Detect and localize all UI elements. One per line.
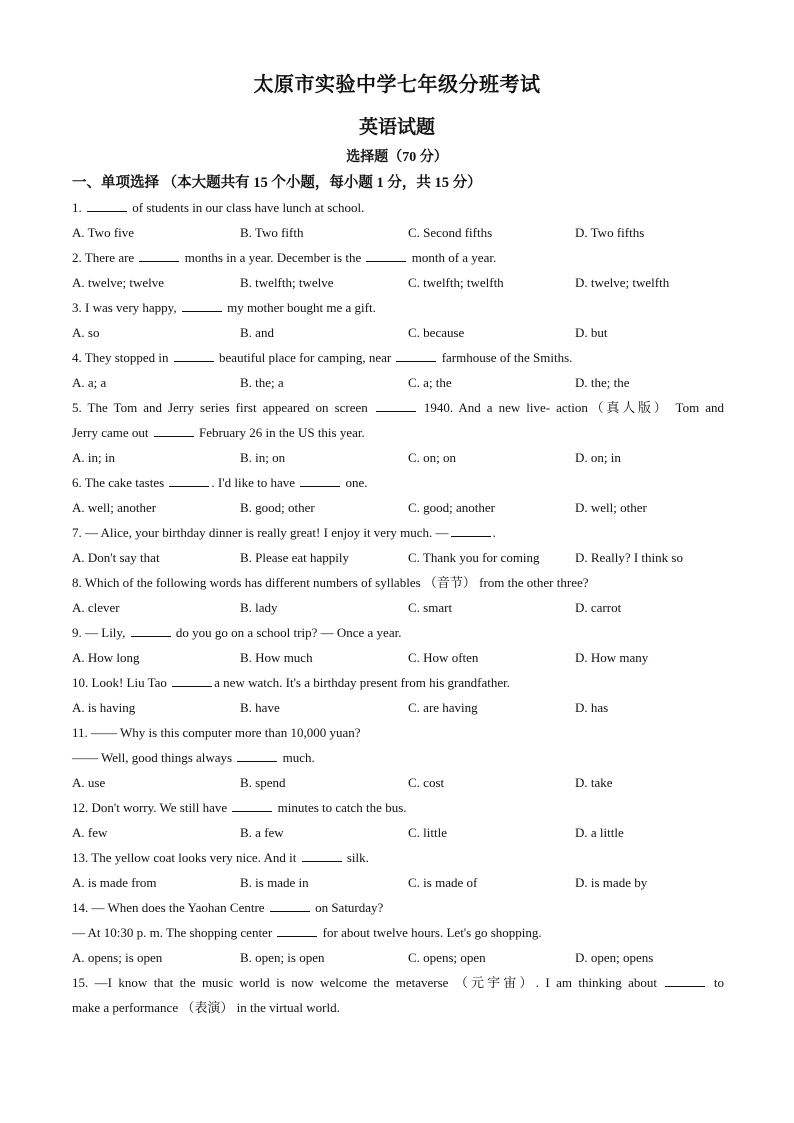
question-text: 11. —— Why is this computer more than 10,000 yuan? xyxy=(72,725,361,740)
question-text: of students in our class have lunch at school. xyxy=(129,200,365,215)
answer-blank xyxy=(169,475,209,487)
question-text: beautiful place for camping, near xyxy=(215,350,395,365)
question-text: a new watch. It's a birthday present from his grandfather. xyxy=(214,675,510,690)
question-6-option-b: B. good; other xyxy=(240,500,315,515)
question-12-option-b: B. a few xyxy=(240,825,284,840)
question-15-stem xyxy=(72,975,724,991)
question-4-stem xyxy=(72,350,724,366)
question-2-option-b: B. twelfth; twelve xyxy=(240,275,334,290)
question-10-option-b: B. have xyxy=(240,700,280,715)
question-9-option-a: A. How long xyxy=(72,650,140,665)
question-10-option-a: A. is having xyxy=(72,700,136,715)
question-5-option-b: B. in; on xyxy=(240,450,286,465)
answer-blank xyxy=(277,925,317,937)
question-text: February 26 in the US this year. xyxy=(195,425,365,440)
question-14-stem xyxy=(72,925,724,941)
question-7-option-d: D. Really? I think so xyxy=(575,550,683,565)
answer-blank xyxy=(131,625,171,637)
question-5-option-a: A. in; in xyxy=(72,450,115,465)
question-text: for about twelve hours. Let's go shopping. xyxy=(319,925,542,940)
question-text: 15. —I know that the music world is now welcome the metaverse （元宇宙）. I am thinking about xyxy=(72,975,664,990)
question-text: silk. xyxy=(343,850,369,865)
answer-blank xyxy=(237,750,277,762)
question-13-stem xyxy=(72,850,724,866)
question-text: 9. — Lily, xyxy=(72,625,129,640)
question-10-option-d: D. has xyxy=(575,700,609,715)
question-text: 3. I was very happy, xyxy=(72,300,180,315)
question-4-option-a: A. a; a xyxy=(72,375,107,390)
question-11-option-a: A. use xyxy=(72,775,106,790)
answer-blank xyxy=(665,975,705,987)
answer-blank xyxy=(366,250,406,262)
question-3-option-d: D. but xyxy=(575,325,608,340)
question-13-option-d: D. is made by xyxy=(575,875,648,890)
question-6-stem xyxy=(72,475,724,491)
question-8-stem xyxy=(72,575,724,591)
question-5-option-c: C. on; on xyxy=(408,450,457,465)
question-text: 6. The cake tastes xyxy=(72,475,168,490)
question-text: . I'd like to have xyxy=(211,475,299,490)
question-text: 8. Which of the following words has different numbers of syllables （音节） from the other three? xyxy=(72,575,589,590)
question-text: —— Well, good things always xyxy=(72,750,236,765)
question-8-option-c: C. smart xyxy=(408,600,453,615)
question-text: . xyxy=(492,525,496,540)
question-2-option-d: D. twelve; twelfth xyxy=(575,275,670,290)
question-text: minutes to catch the bus. xyxy=(274,800,407,815)
question-13-option-b: B. is made in xyxy=(240,875,309,890)
question-1-option-a: A. Two five xyxy=(72,225,135,240)
question-8-option-a: A. clever xyxy=(72,600,120,615)
question-6-option-c: C. good; another xyxy=(408,500,496,515)
question-text: 10. Look! Liu Tao xyxy=(72,675,171,690)
question-text: month of a year. xyxy=(408,250,497,265)
question-12-option-d: D. a little xyxy=(575,825,624,840)
question-11-stem xyxy=(72,725,724,741)
section-heading: 一、单项选择 （本大题共有 15 个小题，每小题 1 分，共 15 分） xyxy=(72,175,482,191)
answer-blank xyxy=(232,800,272,812)
question-14-option-a: A. opens; is open xyxy=(72,950,163,965)
answer-blank xyxy=(182,300,222,312)
question-7-option-b: B. Please eat happily xyxy=(240,550,350,565)
question-12-option-a: A. few xyxy=(72,825,108,840)
question-13-option-c: C. is made of xyxy=(408,875,478,890)
question-14-option-c: C. opens; open xyxy=(408,950,486,965)
question-3-option-c: C. because xyxy=(408,325,465,340)
question-6-option-d: D. well; other xyxy=(575,500,647,515)
answer-blank xyxy=(302,850,342,862)
answer-blank xyxy=(396,350,436,362)
question-8-option-d: D. carrot xyxy=(575,600,622,615)
question-text: 12. Don't worry. We still have xyxy=(72,800,231,815)
question-text: much. xyxy=(279,750,315,765)
question-6-option-a: A. well; another xyxy=(72,500,157,515)
question-text: 1940. And a new live- action（真人版） Tom and xyxy=(417,400,724,415)
exam-title: 太原市实验中学七年级分班考试 xyxy=(253,74,541,96)
question-12-stem xyxy=(72,800,724,816)
part-heading: 选择题（70 分） xyxy=(346,150,448,165)
question-15-stem xyxy=(72,1000,724,1016)
question-2-stem xyxy=(72,250,724,266)
question-text: 7. — Alice, your birthday dinner is really great! I enjoy it very much. — xyxy=(72,525,449,540)
question-14-option-d: D. open; opens xyxy=(575,950,654,965)
question-2-option-c: C. twelfth; twelfth xyxy=(408,275,504,290)
question-3-stem xyxy=(72,300,724,316)
question-text: 2. There are xyxy=(72,250,138,265)
question-text: farmhouse of the Smiths. xyxy=(438,350,573,365)
question-text: — At 10:30 p. m. The shopping center xyxy=(72,925,276,940)
question-text: do you go on a school trip? — Once a year. xyxy=(172,625,402,640)
question-13-option-a: A. is made from xyxy=(72,875,157,890)
question-14-option-b: B. open; is open xyxy=(240,950,325,965)
answer-blank xyxy=(87,200,127,212)
question-5-option-d: D. on; in xyxy=(575,450,621,465)
answer-blank xyxy=(270,900,310,912)
question-9-option-d: D. How many xyxy=(575,650,649,665)
exam-subtitle: 英语试题 xyxy=(358,117,435,138)
answer-blank xyxy=(300,475,340,487)
question-11-option-c: C. cost xyxy=(408,775,445,790)
question-text: 1. xyxy=(72,200,85,215)
question-1-option-d: D. Two fifths xyxy=(575,225,645,240)
question-text: one. xyxy=(342,475,368,490)
answer-blank xyxy=(174,350,214,362)
question-3-option-a: A. so xyxy=(72,325,100,340)
question-2-option-a: A. twelve; twelve xyxy=(72,275,165,290)
question-11-option-d: D. take xyxy=(575,775,613,790)
question-5-stem xyxy=(72,425,724,441)
question-14-stem xyxy=(72,900,724,916)
question-4-option-c: C. a; the xyxy=(408,375,452,390)
question-text: Jerry came out xyxy=(72,425,152,440)
question-text: to xyxy=(707,975,724,990)
question-10-stem xyxy=(72,675,724,691)
question-text: my mother bought me a gift. xyxy=(223,300,376,315)
question-7-option-c: C. Thank you for coming xyxy=(408,550,540,565)
question-11-stem xyxy=(72,750,724,766)
question-3-option-b: B. and xyxy=(240,325,274,340)
question-text: 13. The yellow coat looks very nice. And it xyxy=(72,850,300,865)
question-7-option-a: A. Don't say that xyxy=(72,550,160,565)
question-10-option-c: C. are having xyxy=(408,700,478,715)
answer-blank xyxy=(139,250,179,262)
question-1-option-b: B. Two fifth xyxy=(240,225,304,240)
question-8-option-b: B. lady xyxy=(240,600,278,615)
question-text: on Saturday? xyxy=(311,900,384,915)
question-5-stem xyxy=(72,400,724,416)
question-1-stem xyxy=(72,200,724,216)
question-12-option-c: C. little xyxy=(408,825,447,840)
question-9-option-b: B. How much xyxy=(240,650,313,665)
answer-blank xyxy=(451,525,491,537)
question-text: make a performance （表演） in the virtual world. xyxy=(72,1000,340,1015)
question-11-option-b: B. spend xyxy=(240,775,286,790)
question-text: 5. The Tom and Jerry series first appeared on screen xyxy=(72,400,374,415)
question-text: 4. They stopped in xyxy=(72,350,172,365)
answer-blank xyxy=(172,675,212,687)
question-9-option-c: C. How often xyxy=(408,650,479,665)
question-7-stem xyxy=(72,525,724,541)
question-1-option-c: C. Second fifths xyxy=(408,225,493,240)
answer-blank xyxy=(154,425,194,437)
question-9-stem xyxy=(72,625,724,641)
question-text: 14. — When does the Yaohan Centre xyxy=(72,900,268,915)
question-4-option-d: D. the; the xyxy=(575,375,630,390)
question-4-option-b: B. the; a xyxy=(240,375,284,390)
question-text: months in a year. December is the xyxy=(181,250,365,265)
answer-blank xyxy=(376,400,416,412)
